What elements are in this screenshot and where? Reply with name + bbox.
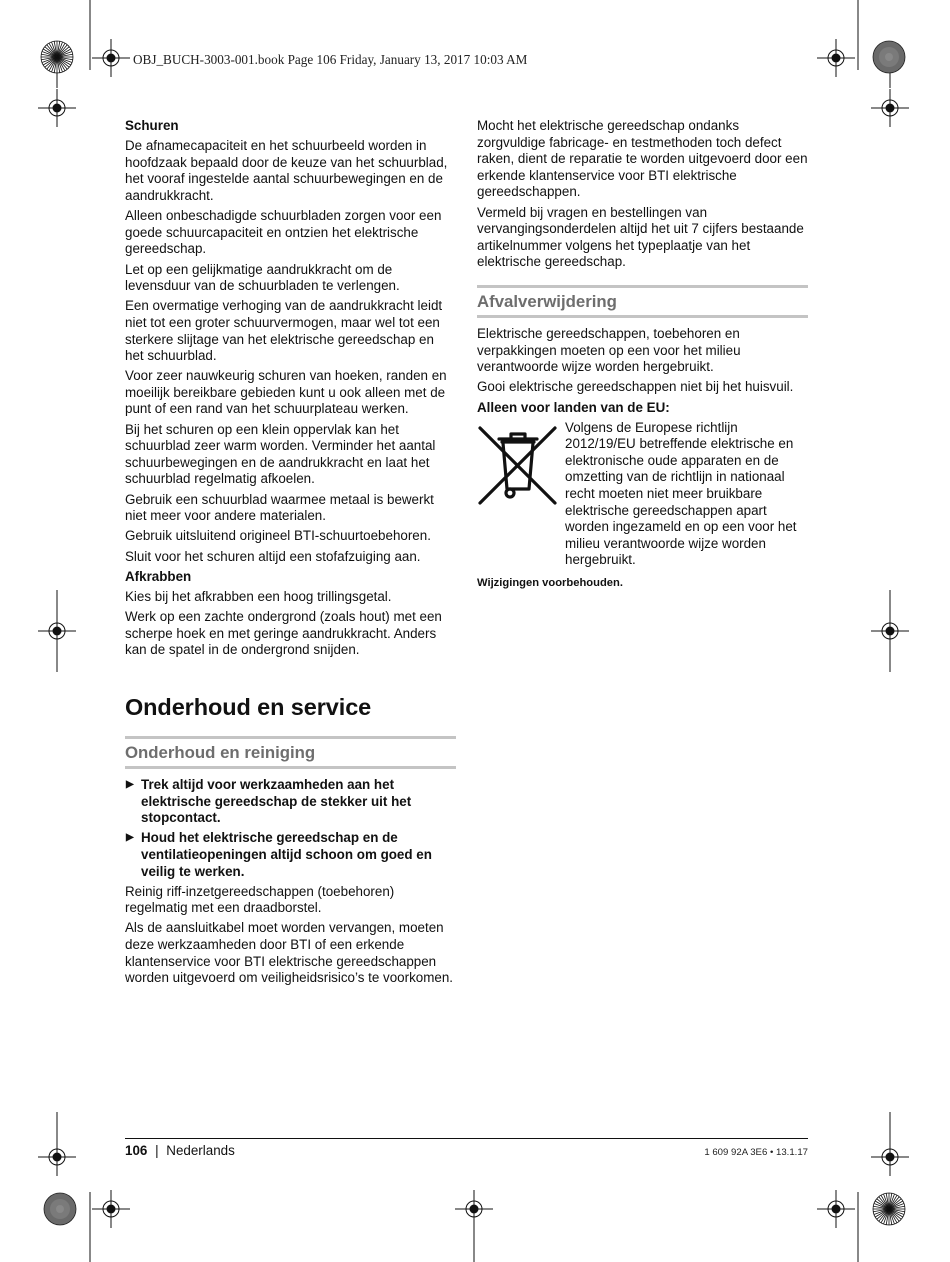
footer-separator: | bbox=[155, 1143, 159, 1158]
gray-wheel-icon bbox=[872, 40, 906, 74]
bullet-arrow-icon: ▶ bbox=[126, 832, 134, 844]
chapter-title: Onderhoud en service bbox=[125, 693, 372, 720]
section-title-afvalverwijdering: Afvalverwijdering bbox=[477, 285, 808, 318]
document-code: 1 609 92A 3E6 • 13.1.17 bbox=[704, 1147, 808, 1158]
paragraph: Vermeld bij vragen en bestellingen van vervangingsonderdelen altijd het uit 7 cijfers bestaande artikelnummer volgens het typeplaatje van het elektrische gereedschap. bbox=[477, 204, 804, 270]
paragraph: Mocht het elektrische gereedschap ondanks zorgvuldige fabricage- en testmethoden toch defect raken, dient de reparatie te worden uitgevoerd door een erkende klantenservice voor BTI elektrische gereedschappen. bbox=[477, 118, 808, 200]
paragraph: Let op een gelijkmatige aandrukkracht om de levensduur van de schuurbladen te verlengen. bbox=[125, 261, 400, 294]
paragraph: Bij het schuren op een klein oppervlak kan het schuurblad zeer warm worden. Verminder het aantal schuurbewegingen en de aandrukkracht en laat het schuurblad regelmatig afkoelen. bbox=[125, 421, 436, 487]
section-title-reiniging: Onderhoud en reiniging bbox=[125, 736, 456, 769]
star-wheel-icon bbox=[872, 1192, 906, 1226]
paragraph: Kies bij het afkrabben een hoog trillingsgetal. bbox=[125, 588, 392, 604]
eu-heading: Alleen voor landen van de EU: bbox=[477, 399, 670, 415]
star-wheel-icon bbox=[40, 40, 74, 74]
changes-reserved-note: Wijzigingen voorbehouden. bbox=[477, 577, 623, 590]
paragraph: Sluit voor het schuren altijd een stofafzuiging aan. bbox=[125, 548, 421, 564]
gray-wheel-icon bbox=[43, 1192, 77, 1226]
paragraph: Elektrische gereedschappen, toebehoren en verpakkingen moeten op een voor het milieu verantwoorde wijze worden hergebruikt. bbox=[477, 325, 741, 375]
paragraph: Werk op een zachte ondergrond (zoals hout) met een scherpe hoek en met geringe aandrukkracht. Anders kan de spatel in de ondergrond snijden. bbox=[125, 609, 442, 658]
paragraph: Reinig riff-inzetgereedschappen (toebehoren) regelmatig met een draadborstel. bbox=[125, 883, 395, 916]
print-header: OBJ_BUCH-3003-001.book Page 106 Friday, January 13, 2017 10:03 AM bbox=[133, 52, 528, 67]
paragraph: Alleen onbeschadigde schuurbladen zorgen voor een goede schuurcapaciteit en ontzien het elektrische gereedschap. bbox=[125, 208, 442, 257]
paragraph: Gooi elektrische gereedschappen niet bij het huisvuil. bbox=[477, 379, 794, 395]
paragraph: Gebruik een schuurblad waarmee metaal is bewerkt niet meer voor andere materialen. bbox=[125, 491, 434, 524]
schuren-heading: Schuren bbox=[125, 118, 179, 133]
paragraph: Een overmatige verhoging van de aandrukkracht leidt niet tot een groter schuurvermogen, maar wel tot een sterkere slijtage van het elektrische gereedschap en het schuurblad. bbox=[125, 298, 443, 364]
paragraph: Voor zeer nauwkeurig schuren van hoeken, randen en moeilijk bereikbare gebieden kunt u ook alleen met de punt of een rand van het schuurplateau werken. bbox=[125, 368, 447, 417]
eu-directive-text: Volgens de Europese richtlijn 2012/19/EU betreffende elektrische en elektronische oude apparaten en de omzetting van de richtlijn in nationaal recht moeten niet meer bruikbare elektrische gereedschappen apart worden ingezameld en op een voor het milieu verantwoorde wijze worden hergebruikt. bbox=[565, 419, 797, 568]
footer-language: Nederlands bbox=[166, 1143, 235, 1158]
afkrabben-heading: Afkrabben bbox=[125, 568, 192, 584]
paragraph: Gebruik uitsluitend origineel BTI-schuurtoebehoren. bbox=[125, 528, 431, 544]
page-number: 106 bbox=[125, 1143, 148, 1158]
paragraph: De afnamecapaciteit en het schuurbeeld worden in hoofdzaak bepaald door de keuze van het schuurblad, het vooraf ingestelde aantal schuurbewegingen en de aandrukkracht. bbox=[125, 138, 448, 203]
paragraph: Als de aansluitkabel moet worden vervangen, moeten deze werkzaamheden door BTI of een erkende klantenservice voor BTI elektrische gereedschappen worden uitgevoerd om veiligheidsrisico’s te voorkomen. bbox=[125, 920, 453, 986]
bullet-arrow-icon: ▶ bbox=[126, 778, 134, 790]
bullet-text: Trek altijd voor werkzaamheden aan het elektrische gereedschap de stekker uit het stopcontact. bbox=[141, 776, 412, 826]
bullet-text: Houd het elektrische gereedschap en de ventilatieopeningen altijd schoon om goed en veilig te werken. bbox=[141, 830, 432, 879]
